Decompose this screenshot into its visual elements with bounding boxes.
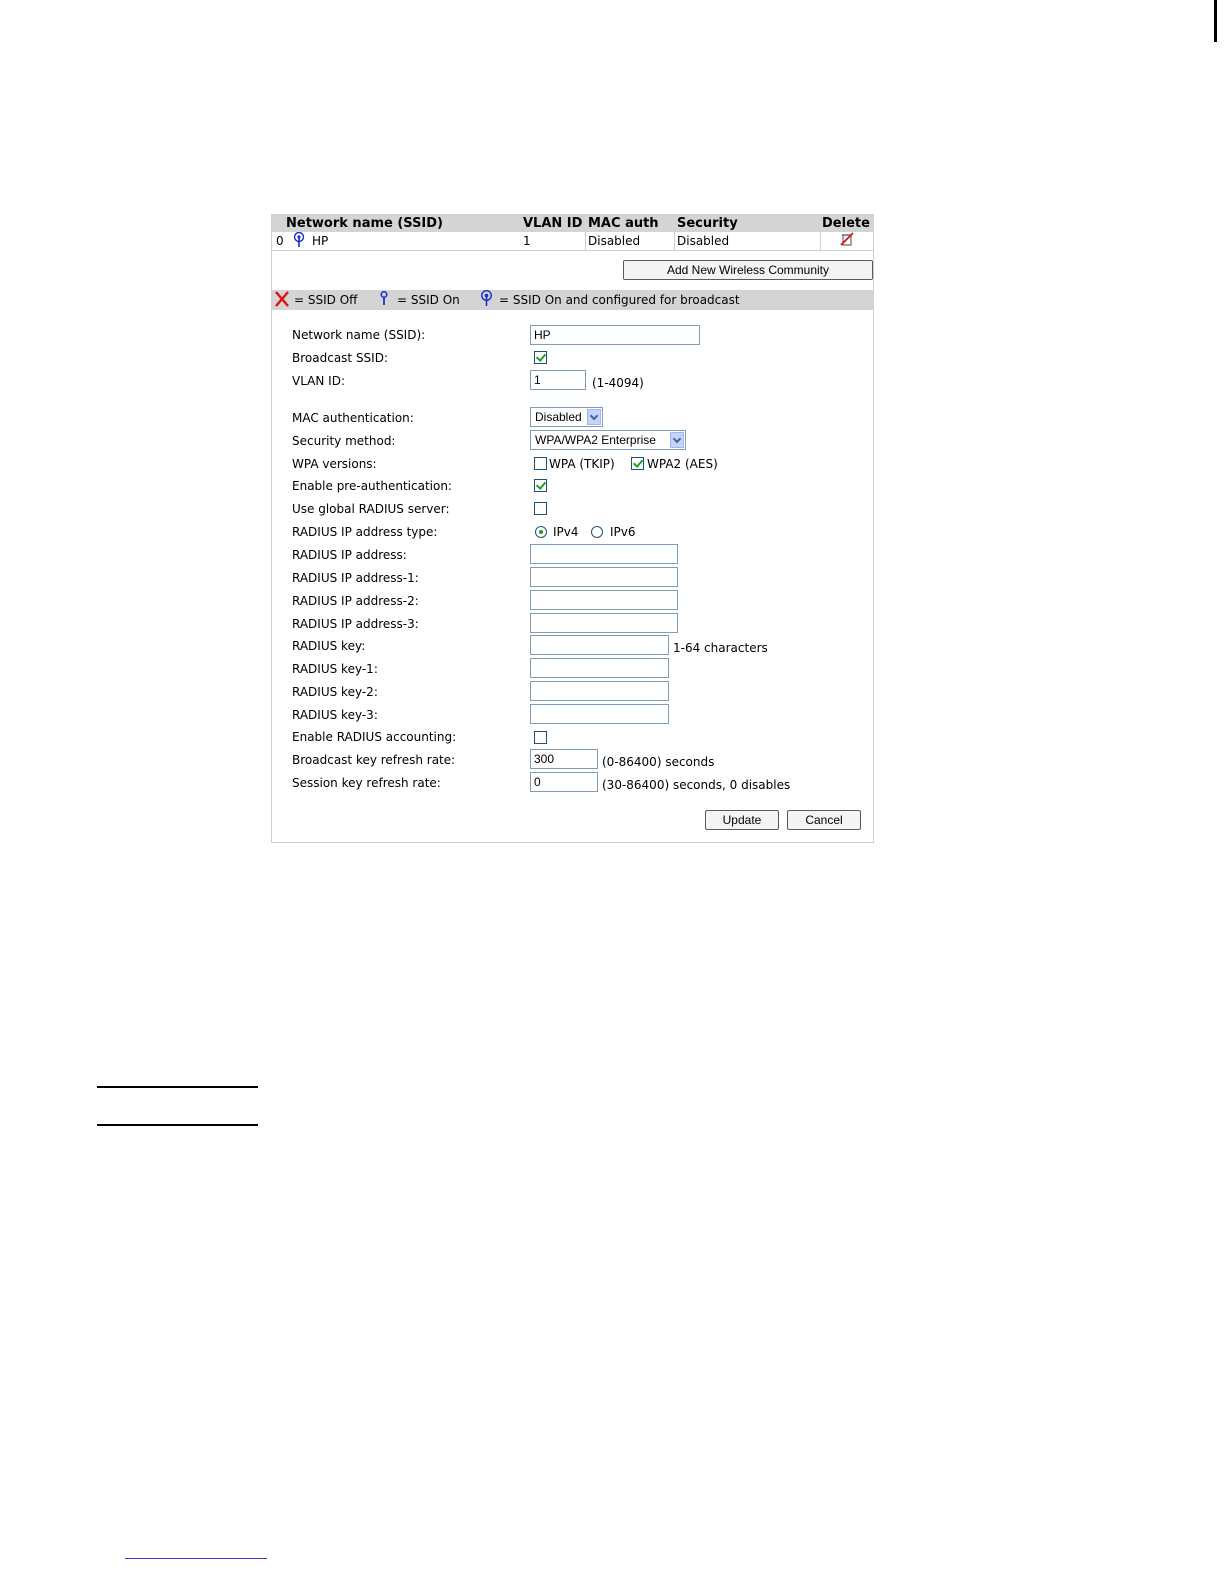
ipv6-label: IPv6 <box>610 525 636 539</box>
vlan-hint: (1-4094) <box>592 376 644 390</box>
ssid-legend <box>272 290 873 310</box>
radius-ip3-label: RADIUS IP address-3: <box>292 617 419 631</box>
session-refresh-label: Session key refresh rate: <box>292 776 441 790</box>
accounting-checkbox[interactable] <box>534 731 547 744</box>
radius-key1-input[interactable] <box>530 658 669 678</box>
col-security: Security <box>677 216 738 231</box>
cell-divider <box>674 232 675 250</box>
wpa-tkip-checkbox[interactable] <box>534 457 547 470</box>
row-index: 0 <box>276 234 284 248</box>
page-edge-bar <box>1214 0 1217 42</box>
radius-key1-label: RADIUS key-1: <box>292 662 378 676</box>
row-divider <box>272 250 873 251</box>
broadcast-antenna-icon <box>293 232 305 251</box>
cell-divider <box>820 232 821 250</box>
radius-ip-label: RADIUS IP address: <box>292 548 407 562</box>
preauth-label: Enable pre-authentication: <box>292 479 452 493</box>
note-rule-bottom <box>97 1124 258 1126</box>
session-refresh-input[interactable]: 0 <box>530 772 598 792</box>
bcast-refresh-input[interactable]: 300 <box>530 749 598 769</box>
table-row[interactable] <box>272 232 873 250</box>
broadcast-antenna-icon <box>480 290 493 310</box>
row-security: Disabled <box>677 234 730 248</box>
row-mac: Disabled <box>588 234 641 248</box>
wpa2-aes-checkbox[interactable] <box>631 457 644 470</box>
vlan-input[interactable]: 1 <box>530 370 586 390</box>
preauth-checkbox[interactable] <box>534 479 547 492</box>
security-method-select[interactable] <box>530 430 686 450</box>
session-refresh-hint: (30-86400) seconds, 0 disables <box>602 778 791 792</box>
bcast-refresh-hint: (0-86400) seconds <box>602 755 715 769</box>
mac-auth-select[interactable] <box>530 407 603 427</box>
radius-key3-input[interactable] <box>530 704 669 724</box>
community-table-header <box>272 215 873 232</box>
wireless-community-panel <box>271 214 874 843</box>
radius-key-input[interactable] <box>530 635 669 655</box>
cell-divider <box>585 232 586 250</box>
row-ssid: HP <box>312 234 329 248</box>
ssid-off-icon <box>274 290 290 311</box>
wpa2-aes-label: WPA2 (AES) <box>647 457 718 471</box>
legend-on-text: = SSID On <box>397 293 460 307</box>
ipv4-label: IPv4 <box>553 525 579 539</box>
legend-off-text: = SSID Off <box>294 293 358 307</box>
bcast-refresh-label: Broadcast key refresh rate: <box>292 753 456 767</box>
col-vlan: VLAN ID <box>523 216 583 231</box>
delete-icon[interactable] <box>840 232 854 249</box>
legend-broadcast-text: = SSID On and configured for broadcast <box>499 293 740 307</box>
col-delete: Delete <box>822 216 870 231</box>
radius-ip2-input[interactable] <box>530 590 678 610</box>
chevron-down-icon <box>670 432 684 448</box>
security-method-value: WPA/WPA2 Enterprise <box>535 433 656 447</box>
ipv6-radio[interactable] <box>591 526 603 538</box>
mac-auth-value: Disabled <box>535 410 582 424</box>
radius-key3-label: RADIUS key-3: <box>292 708 378 722</box>
wpa-tkip-label: WPA (TKIP) <box>549 457 615 471</box>
mac-auth-label: MAC authentication: <box>292 411 414 425</box>
ssid-label: Network name (SSID): <box>292 328 426 342</box>
broadcast-label: Broadcast SSID: <box>292 351 388 365</box>
radius-key2-input[interactable] <box>530 681 669 701</box>
radius-ip-input[interactable] <box>530 544 678 564</box>
col-mac: MAC auth <box>588 216 659 231</box>
update-button[interactable]: Update <box>705 810 779 830</box>
accounting-label: Enable RADIUS accounting: <box>292 730 457 744</box>
radius-ip2-label: RADIUS IP address-2: <box>292 594 419 608</box>
col-ssid: Network name (SSID) <box>286 216 444 231</box>
radius-ip1-label: RADIUS IP address-1: <box>292 571 419 585</box>
row-vlan: 1 <box>523 234 531 248</box>
chevron-down-icon <box>587 409 601 425</box>
cancel-button[interactable]: Cancel <box>787 810 861 830</box>
radius-ip1-input[interactable] <box>530 567 678 587</box>
ssid-input[interactable]: HP <box>530 325 700 345</box>
ipv4-radio[interactable] <box>535 526 547 538</box>
vlan-label: VLAN ID: <box>292 374 345 388</box>
footer-link-underline <box>125 1558 267 1559</box>
radius-key-label: RADIUS key: <box>292 639 366 653</box>
security-method-label: Security method: <box>292 434 396 448</box>
note-rule-top <box>97 1086 258 1088</box>
ssid-on-icon <box>380 291 388 310</box>
radius-ip3-input[interactable] <box>530 613 678 633</box>
radius-key-hint: 1-64 characters <box>673 641 768 655</box>
ip-type-label: RADIUS IP address type: <box>292 525 438 539</box>
broadcast-checkbox[interactable] <box>534 351 547 364</box>
add-community-button[interactable]: Add New Wireless Community <box>623 260 873 280</box>
global-radius-label: Use global RADIUS server: <box>292 502 450 516</box>
radius-key2-label: RADIUS key-2: <box>292 685 378 699</box>
wpa-versions-label: WPA versions: <box>292 457 377 471</box>
global-radius-checkbox[interactable] <box>534 502 547 515</box>
